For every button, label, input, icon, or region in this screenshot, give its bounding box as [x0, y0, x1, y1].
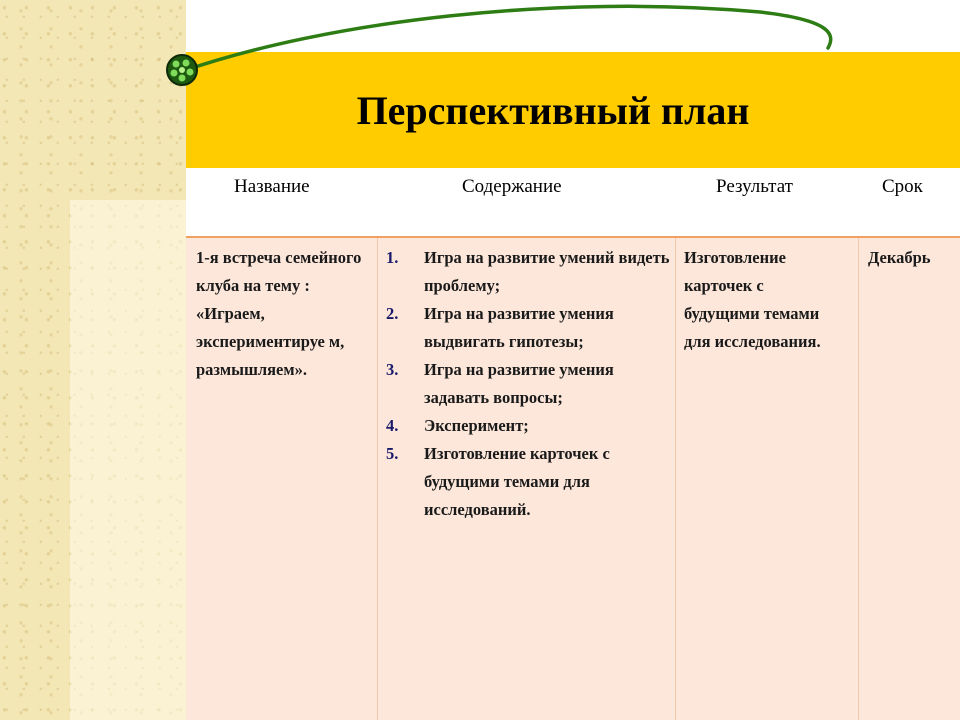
list-item-text: Игра на развитие умений видеть проблему; [424, 248, 670, 295]
cell-term: Декабрь [868, 248, 931, 267]
list-item-number: 5. [386, 444, 399, 463]
header-content: Содержание [462, 176, 562, 197]
column-divider [858, 238, 859, 720]
list-item-text: Изготовление карточек с будущими темами для исследований. [424, 444, 610, 519]
cell-name: 1-я встреча семейного клуба на тему : «Играем, экспериментируе м, размышляем». [196, 248, 362, 379]
list-item-text: Эксперимент; [424, 416, 529, 435]
list-item [382, 356, 672, 412]
list-item-number: 1. [386, 248, 399, 267]
list-item [382, 244, 672, 300]
list-item-number: 4. [386, 416, 399, 435]
header-term: Срок [882, 176, 923, 197]
cell-result: Изготовление карточек с будущими темами для исследования. [684, 248, 821, 351]
list-item-text: Игра на развитие умения задавать вопросы; [424, 360, 614, 407]
list-item [382, 300, 672, 356]
list-item-number: 3. [386, 360, 399, 379]
page-title: Перспективный план [356, 87, 750, 133]
column-divider [675, 238, 676, 720]
list-item [382, 440, 672, 524]
green-bead-ornament-icon [167, 55, 197, 85]
content-list [382, 244, 672, 524]
header-result: Результат [716, 176, 793, 197]
list-item-number: 2. [386, 304, 399, 323]
column-divider [377, 238, 378, 720]
header-name: Название [234, 176, 310, 197]
list-item [382, 412, 672, 440]
list-item-text: Игра на развитие умения выдвигать гипотезы; [424, 304, 614, 351]
